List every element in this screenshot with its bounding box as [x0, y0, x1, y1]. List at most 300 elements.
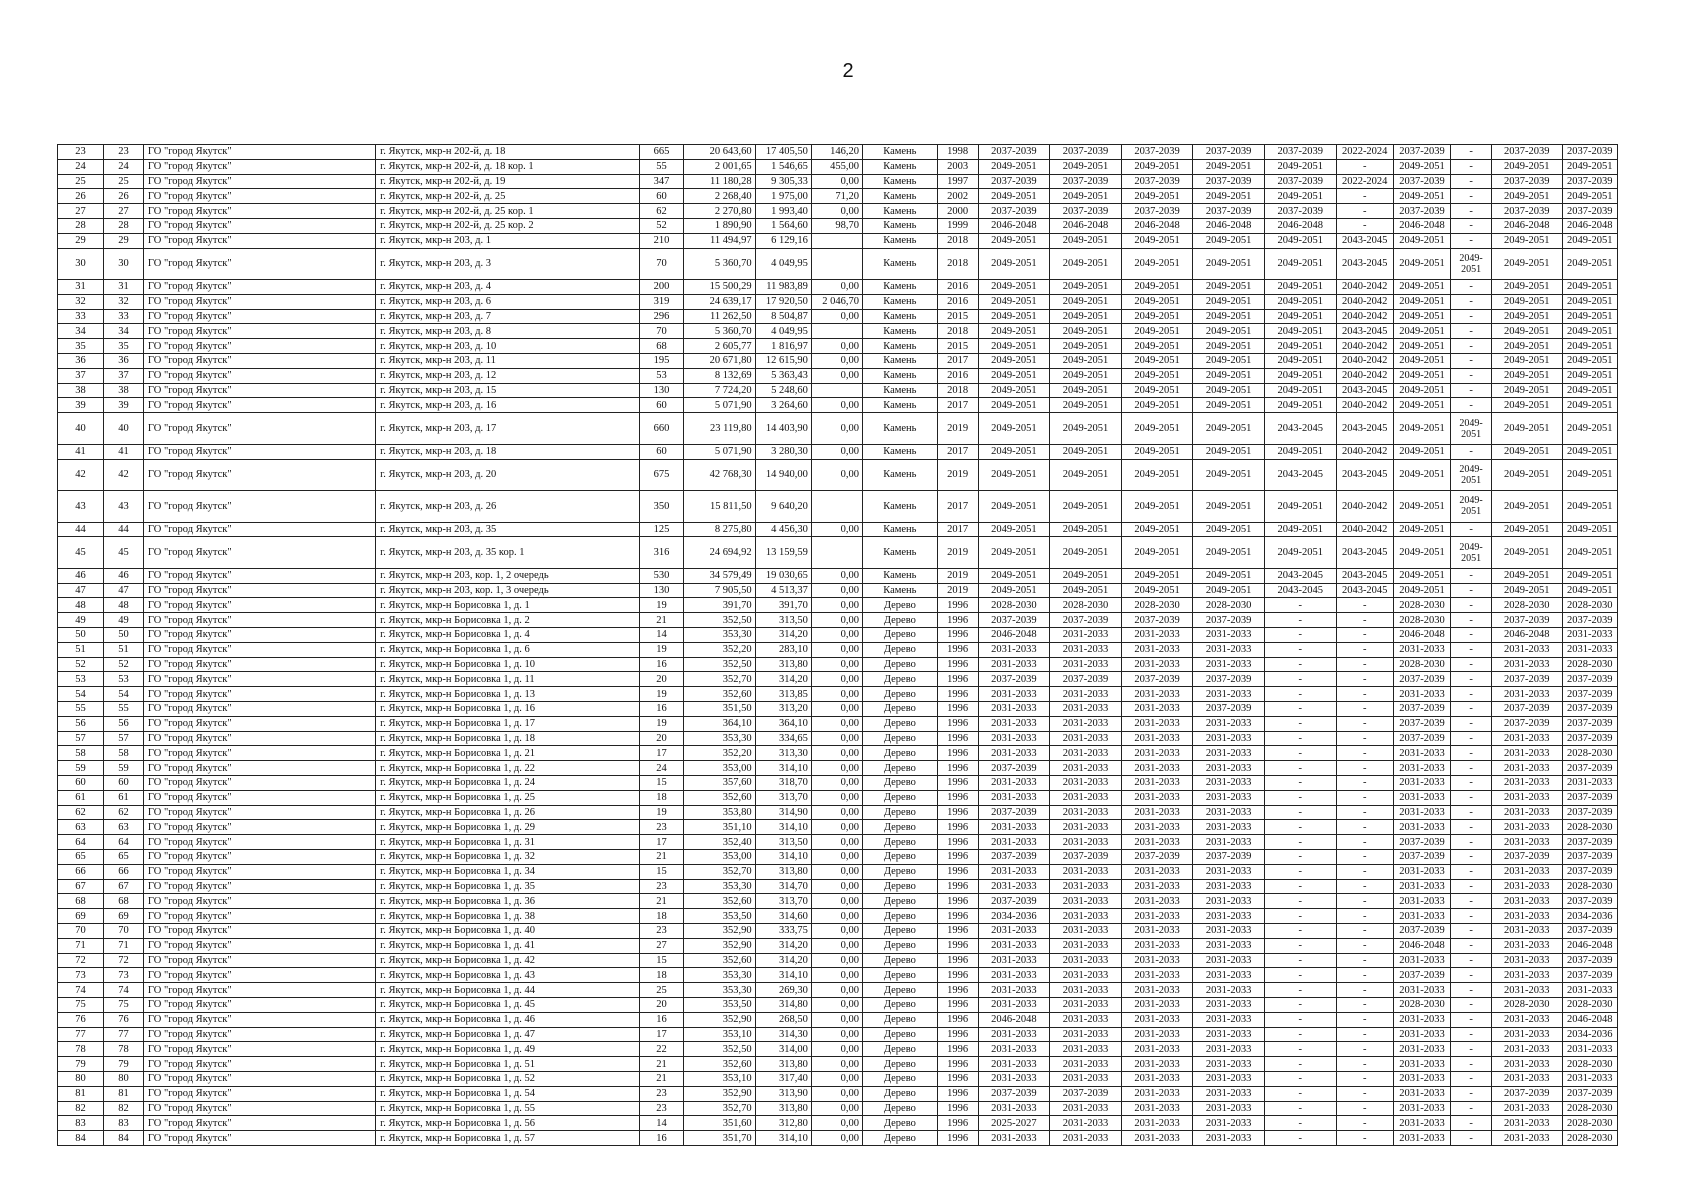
period-10-cell: 2049-2051 — [1562, 233, 1617, 248]
living-area-cell: 314,10 — [755, 1131, 811, 1146]
period-6-cell: - — [1336, 1057, 1393, 1072]
nonresidential-area-cell: 0,00 — [811, 923, 862, 938]
wall-material-cell: Дерево — [863, 672, 938, 687]
period-6-cell: - — [1336, 1027, 1393, 1042]
row-number-cell: 67 — [58, 879, 104, 894]
period-8-cell: - — [1451, 1012, 1492, 1027]
period-8-cell: - — [1451, 1027, 1492, 1042]
period-8-cell: - — [1451, 324, 1492, 339]
wall-material-cell: Камень — [863, 339, 938, 354]
table-row — [58, 1101, 1618, 1116]
year-built-cell: 1996 — [937, 702, 978, 717]
period-5-cell: 2049-2051 — [1264, 280, 1336, 295]
wall-material-cell: Камень — [863, 354, 938, 369]
municipality-cell: ГО "город Якутск" — [143, 218, 375, 233]
row-number-cell: 59 — [58, 761, 104, 776]
living-area-cell: 313,30 — [755, 746, 811, 761]
total-area-cell: 23 119,80 — [684, 413, 756, 445]
period-3-cell: 2031-2033 — [1121, 997, 1193, 1012]
wall-material-cell: Дерево — [863, 1131, 938, 1146]
period-8-cell: - — [1451, 835, 1492, 850]
period-9-cell: 2049-2051 — [1492, 522, 1563, 537]
living-area-cell: 313,50 — [755, 613, 811, 628]
wall-material-cell: Камень — [863, 218, 938, 233]
period-1-cell: 2031-2033 — [978, 864, 1050, 879]
address-cell: г. Якутск, мкр-н Борисовка 1, д. 47 — [376, 1027, 640, 1042]
year-built-cell: 2019 — [937, 568, 978, 583]
row-number-cell: 66 — [58, 864, 104, 879]
period-7-cell: 2049-2051 — [1393, 189, 1450, 204]
register-number-cell: 61 — [104, 790, 144, 805]
period-9-cell: 2031-2033 — [1492, 1116, 1563, 1131]
period-10-cell: 2049-2051 — [1562, 522, 1617, 537]
total-area-cell: 353,00 — [684, 849, 756, 864]
address-cell: г. Якутск, мкр-н Борисовка 1, д. 24 — [376, 776, 640, 791]
address-cell: г. Якутск, мкр-н 203, д. 4 — [376, 280, 640, 295]
period-6-cell: - — [1336, 204, 1393, 219]
period-8-cell: - — [1451, 968, 1492, 983]
row-number-cell: 44 — [58, 522, 104, 537]
period-7-cell: 2049-2051 — [1393, 522, 1450, 537]
page-number: 2 — [842, 60, 854, 82]
residents-cell: 20 — [640, 672, 684, 687]
period-9-cell: 2028-2030 — [1492, 997, 1563, 1012]
period-3-cell: 2049-2051 — [1121, 368, 1193, 383]
period-1-cell: 2031-2033 — [978, 776, 1050, 791]
period-5-cell: 2049-2051 — [1264, 368, 1336, 383]
period-8-cell: 2049-2051 — [1451, 248, 1492, 280]
row-number-cell: 49 — [58, 613, 104, 628]
nonresidential-area-cell: 0,00 — [811, 805, 862, 820]
address-cell: г. Якутск, мкр-н 203, д. 10 — [376, 339, 640, 354]
table-row — [58, 790, 1618, 805]
period-10-cell: 2037-2039 — [1562, 835, 1617, 850]
period-5-cell: - — [1264, 790, 1336, 805]
wall-material-cell: Дерево — [863, 1116, 938, 1131]
period-5-cell: - — [1264, 657, 1336, 672]
address-cell: г. Якутск, мкр-н Борисовка 1, д. 10 — [376, 657, 640, 672]
period-9-cell: 2046-2048 — [1492, 218, 1563, 233]
period-2-cell: 2049-2051 — [1050, 398, 1122, 413]
nonresidential-area-cell: 0,00 — [811, 568, 862, 583]
living-area-cell: 1 816,97 — [755, 339, 811, 354]
period-2-cell: 2049-2051 — [1050, 568, 1122, 583]
nonresidential-area-cell: 98,70 — [811, 218, 862, 233]
wall-material-cell: Камень — [863, 522, 938, 537]
year-built-cell: 2016 — [937, 280, 978, 295]
year-built-cell: 1996 — [937, 687, 978, 702]
period-8-cell: - — [1451, 687, 1492, 702]
municipality-cell: ГО "город Якутск" — [143, 398, 375, 413]
register-number-cell: 80 — [104, 1071, 144, 1086]
period-6-cell: - — [1336, 159, 1393, 174]
total-area-cell: 8 275,80 — [684, 522, 756, 537]
nonresidential-area-cell — [811, 537, 862, 569]
table-row — [58, 1027, 1618, 1042]
period-7-cell: 2049-2051 — [1393, 568, 1450, 583]
period-10-cell: 2046-2048 — [1562, 218, 1617, 233]
period-5-cell: 2049-2051 — [1264, 339, 1336, 354]
year-built-cell: 1996 — [937, 938, 978, 953]
period-10-cell: 2028-2030 — [1562, 879, 1617, 894]
period-2-cell: 2049-2051 — [1050, 444, 1122, 459]
period-9-cell: 2049-2051 — [1492, 583, 1563, 598]
year-built-cell: 1996 — [937, 731, 978, 746]
period-3-cell: 2031-2033 — [1121, 805, 1193, 820]
municipality-cell: ГО "город Якутск" — [143, 339, 375, 354]
period-2-cell: 2031-2033 — [1050, 657, 1122, 672]
address-cell: г. Якутск, мкр-н Борисовка 1, д. 16 — [376, 702, 640, 717]
period-1-cell: 2031-2033 — [978, 716, 1050, 731]
period-3-cell: 2049-2051 — [1121, 294, 1193, 309]
period-5-cell: - — [1264, 1042, 1336, 1057]
period-6-cell: 2043-2045 — [1336, 324, 1393, 339]
municipality-cell: ГО "город Якутск" — [143, 613, 375, 628]
period-8-cell: - — [1451, 233, 1492, 248]
period-9-cell: 2049-2051 — [1492, 537, 1563, 569]
table-row — [58, 761, 1618, 776]
residents-cell: 16 — [640, 657, 684, 672]
period-2-cell: 2049-2051 — [1050, 159, 1122, 174]
municipality-cell: ГО "город Якутск" — [143, 923, 375, 938]
register-number-cell: 27 — [104, 204, 144, 219]
period-3-cell: 2037-2039 — [1121, 145, 1193, 160]
period-1-cell: 2031-2033 — [978, 835, 1050, 850]
wall-material-cell: Камень — [863, 204, 938, 219]
nonresidential-area-cell: 0,00 — [811, 835, 862, 850]
living-area-cell: 334,65 — [755, 731, 811, 746]
period-10-cell: 2037-2039 — [1562, 864, 1617, 879]
year-built-cell: 2018 — [937, 248, 978, 280]
period-8-cell: - — [1451, 642, 1492, 657]
living-area-cell: 313,80 — [755, 1101, 811, 1116]
row-number-cell: 80 — [58, 1071, 104, 1086]
period-1-cell: 2031-2033 — [978, 968, 1050, 983]
address-cell: г. Якутск, мкр-н Борисовка 1, д. 54 — [376, 1086, 640, 1101]
residents-cell: 319 — [640, 294, 684, 309]
period-10-cell: 2037-2039 — [1562, 849, 1617, 864]
total-area-cell: 5 360,70 — [684, 324, 756, 339]
period-10-cell: 2034-2036 — [1562, 1027, 1617, 1042]
period-6-cell: 2040-2042 — [1336, 294, 1393, 309]
period-2-cell: 2031-2033 — [1050, 1057, 1122, 1072]
period-7-cell: 2037-2039 — [1393, 968, 1450, 983]
residents-cell: 23 — [640, 1086, 684, 1101]
period-4-cell: 2037-2039 — [1193, 702, 1265, 717]
register-number-cell: 55 — [104, 702, 144, 717]
period-3-cell: 2049-2051 — [1121, 324, 1193, 339]
living-area-cell: 313,70 — [755, 790, 811, 805]
year-built-cell: 2015 — [937, 339, 978, 354]
register-number-cell: 56 — [104, 716, 144, 731]
period-7-cell: 2049-2051 — [1393, 459, 1450, 491]
nonresidential-area-cell: 0,00 — [811, 613, 862, 628]
nonresidential-area-cell: 0,00 — [811, 702, 862, 717]
period-7-cell: 2031-2033 — [1393, 1116, 1450, 1131]
period-8-cell: - — [1451, 657, 1492, 672]
period-8-cell: - — [1451, 894, 1492, 909]
period-4-cell: 2049-2051 — [1193, 280, 1265, 295]
period-5-cell: 2049-2051 — [1264, 491, 1336, 523]
period-10-cell: 2028-2030 — [1562, 1131, 1617, 1146]
period-6-cell: - — [1336, 983, 1393, 998]
period-1-cell: 2031-2033 — [978, 1071, 1050, 1086]
year-built-cell: 1996 — [937, 716, 978, 731]
municipality-cell: ГО "город Якутск" — [143, 354, 375, 369]
period-5-cell: 2049-2051 — [1264, 233, 1336, 248]
table-row — [58, 731, 1618, 746]
municipality-cell: ГО "город Якутск" — [143, 145, 375, 160]
row-number-cell: 38 — [58, 383, 104, 398]
municipality-cell: ГО "город Якутск" — [143, 938, 375, 953]
period-8-cell: - — [1451, 383, 1492, 398]
living-area-cell: 1 975,00 — [755, 189, 811, 204]
period-6-cell: - — [1336, 189, 1393, 204]
register-number-cell: 66 — [104, 864, 144, 879]
period-3-cell: 2031-2033 — [1121, 1057, 1193, 1072]
period-7-cell: 2031-2033 — [1393, 642, 1450, 657]
register-number-cell: 62 — [104, 805, 144, 820]
period-8-cell: - — [1451, 613, 1492, 628]
period-10-cell: 2049-2051 — [1562, 324, 1617, 339]
register-number-cell: 71 — [104, 938, 144, 953]
period-9-cell: 2049-2051 — [1492, 294, 1563, 309]
address-cell: г. Якутск, мкр-н 202-й, д. 18 кор. 1 — [376, 159, 640, 174]
row-number-cell: 81 — [58, 1086, 104, 1101]
address-cell: г. Якутск, мкр-н 203, кор. 1, 2 очередь — [376, 568, 640, 583]
period-5-cell: - — [1264, 628, 1336, 643]
municipality-cell: ГО "город Якутск" — [143, 731, 375, 746]
period-6-cell: - — [1336, 598, 1393, 613]
residents-cell: 675 — [640, 459, 684, 491]
register-number-cell: 83 — [104, 1116, 144, 1131]
period-7-cell: 2049-2051 — [1393, 583, 1450, 598]
period-6-cell: - — [1336, 642, 1393, 657]
period-2-cell: 2031-2033 — [1050, 805, 1122, 820]
table-row — [58, 746, 1618, 761]
period-4-cell: 2049-2051 — [1193, 444, 1265, 459]
period-6-cell: - — [1336, 805, 1393, 820]
period-4-cell: 2031-2033 — [1193, 835, 1265, 850]
period-1-cell: 2031-2033 — [978, 687, 1050, 702]
residents-cell: 23 — [640, 1101, 684, 1116]
period-7-cell: 2037-2039 — [1393, 849, 1450, 864]
address-cell: г. Якутск, мкр-н Борисовка 1, д. 4 — [376, 628, 640, 643]
register-number-cell: 59 — [104, 761, 144, 776]
living-area-cell: 269,30 — [755, 983, 811, 998]
period-6-cell: - — [1336, 1042, 1393, 1057]
residents-cell: 18 — [640, 909, 684, 924]
row-number-cell: 43 — [58, 491, 104, 523]
municipality-cell: ГО "город Якутск" — [143, 672, 375, 687]
wall-material-cell: Дерево — [863, 849, 938, 864]
period-10-cell: 2037-2039 — [1562, 204, 1617, 219]
row-number-cell: 70 — [58, 923, 104, 938]
residents-cell: 14 — [640, 1116, 684, 1131]
register-number-cell: 39 — [104, 398, 144, 413]
table-row — [58, 997, 1618, 1012]
period-9-cell: 2037-2039 — [1492, 849, 1563, 864]
period-6-cell: 2043-2045 — [1336, 413, 1393, 445]
table-row — [58, 702, 1618, 717]
period-9-cell: 2031-2033 — [1492, 864, 1563, 879]
total-area-cell: 352,90 — [684, 923, 756, 938]
period-1-cell: 2049-2051 — [978, 413, 1050, 445]
total-area-cell: 353,30 — [684, 731, 756, 746]
period-3-cell: 2028-2030 — [1121, 598, 1193, 613]
period-1-cell: 2037-2039 — [978, 174, 1050, 189]
row-number-cell: 84 — [58, 1131, 104, 1146]
address-cell: г. Якутск, мкр-н Борисовка 1, д. 35 — [376, 879, 640, 894]
period-1-cell: 2031-2033 — [978, 790, 1050, 805]
wall-material-cell: Дерево — [863, 983, 938, 998]
wall-material-cell: Камень — [863, 324, 938, 339]
period-6-cell: 2022-2024 — [1336, 174, 1393, 189]
municipality-cell: ГО "город Якутск" — [143, 1101, 375, 1116]
period-5-cell: - — [1264, 1027, 1336, 1042]
register-number-cell: 58 — [104, 746, 144, 761]
period-5-cell: - — [1264, 1116, 1336, 1131]
year-built-cell: 2017 — [937, 398, 978, 413]
period-4-cell: 2049-2051 — [1193, 294, 1265, 309]
wall-material-cell: Дерево — [863, 1101, 938, 1116]
living-area-cell: 313,85 — [755, 687, 811, 702]
period-3-cell: 2031-2033 — [1121, 1116, 1193, 1131]
table-row — [58, 879, 1618, 894]
period-6-cell: 2040-2042 — [1336, 368, 1393, 383]
table-row — [58, 459, 1618, 491]
period-9-cell: 2046-2048 — [1492, 628, 1563, 643]
period-9-cell: 2031-2033 — [1492, 657, 1563, 672]
period-10-cell: 2049-2051 — [1562, 568, 1617, 583]
table-row — [58, 598, 1618, 613]
year-built-cell: 2018 — [937, 324, 978, 339]
period-5-cell: - — [1264, 805, 1336, 820]
address-cell: г. Якутск, мкр-н 203, д. 11 — [376, 354, 640, 369]
address-cell: г. Якутск, мкр-н Борисовка 1, д. 18 — [376, 731, 640, 746]
address-cell: г. Якутск, мкр-н Борисовка 1, д. 46 — [376, 1012, 640, 1027]
period-9-cell: 2031-2033 — [1492, 953, 1563, 968]
wall-material-cell: Дерево — [863, 953, 938, 968]
period-5-cell: - — [1264, 1086, 1336, 1101]
period-1-cell: 2025-2027 — [978, 1116, 1050, 1131]
period-1-cell: 2037-2039 — [978, 894, 1050, 909]
period-2-cell: 2049-2051 — [1050, 368, 1122, 383]
year-built-cell: 2017 — [937, 491, 978, 523]
row-number-cell: 63 — [58, 820, 104, 835]
period-8-cell: - — [1451, 294, 1492, 309]
period-1-cell: 2049-2051 — [978, 444, 1050, 459]
total-area-cell: 352,50 — [684, 1042, 756, 1057]
address-cell: г. Якутск, мкр-н 202-й, д. 25 кор. 2 — [376, 218, 640, 233]
period-2-cell: 2031-2033 — [1050, 642, 1122, 657]
period-3-cell: 2031-2033 — [1121, 909, 1193, 924]
register-number-cell: 30 — [104, 248, 144, 280]
municipality-cell: ГО "город Якутск" — [143, 174, 375, 189]
period-2-cell: 2049-2051 — [1050, 537, 1122, 569]
period-7-cell: 2049-2051 — [1393, 248, 1450, 280]
row-number-cell: 37 — [58, 368, 104, 383]
period-3-cell: 2031-2033 — [1121, 776, 1193, 791]
period-2-cell: 2031-2033 — [1050, 628, 1122, 643]
register-number-cell: 64 — [104, 835, 144, 850]
period-3-cell: 2049-2051 — [1121, 354, 1193, 369]
wall-material-cell: Дерево — [863, 776, 938, 791]
total-area-cell: 351,10 — [684, 820, 756, 835]
period-6-cell: 2040-2042 — [1336, 398, 1393, 413]
table-row — [58, 1057, 1618, 1072]
year-built-cell: 1996 — [937, 642, 978, 657]
year-built-cell: 1996 — [937, 923, 978, 938]
address-cell: г. Якутск, мкр-н Борисовка 1, д. 36 — [376, 894, 640, 909]
register-number-cell: 67 — [104, 879, 144, 894]
nonresidential-area-cell: 0,00 — [811, 879, 862, 894]
total-area-cell: 5 071,90 — [684, 444, 756, 459]
wall-material-cell: Дерево — [863, 613, 938, 628]
register-number-cell: 36 — [104, 354, 144, 369]
address-cell: г. Якутск, мкр-н Борисовка 1, д. 56 — [376, 1116, 640, 1131]
residents-cell: 350 — [640, 491, 684, 523]
period-10-cell: 2031-2033 — [1562, 776, 1617, 791]
residents-cell: 21 — [640, 849, 684, 864]
register-number-cell: 38 — [104, 383, 144, 398]
period-1-cell: 2037-2039 — [978, 849, 1050, 864]
wall-material-cell: Камень — [863, 189, 938, 204]
row-number-cell: 29 — [58, 233, 104, 248]
period-5-cell: 2049-2051 — [1264, 189, 1336, 204]
period-7-cell: 2031-2033 — [1393, 1042, 1450, 1057]
period-7-cell: 2049-2051 — [1393, 368, 1450, 383]
period-10-cell: 2037-2039 — [1562, 613, 1617, 628]
address-cell: г. Якутск, мкр-н Борисовка 1, д. 1 — [376, 598, 640, 613]
period-6-cell: - — [1336, 218, 1393, 233]
period-2-cell: 2031-2033 — [1050, 953, 1122, 968]
period-9-cell: 2031-2033 — [1492, 983, 1563, 998]
period-4-cell: 2031-2033 — [1193, 761, 1265, 776]
wall-material-cell: Дерево — [863, 790, 938, 805]
residents-cell: 60 — [640, 398, 684, 413]
period-4-cell: 2049-2051 — [1193, 189, 1265, 204]
municipality-cell: ГО "город Якутск" — [143, 1086, 375, 1101]
row-number-cell: 51 — [58, 642, 104, 657]
row-number-cell: 40 — [58, 413, 104, 445]
wall-material-cell: Дерево — [863, 657, 938, 672]
period-6-cell: 2040-2042 — [1336, 491, 1393, 523]
period-3-cell: 2049-2051 — [1121, 309, 1193, 324]
year-built-cell: 2003 — [937, 159, 978, 174]
period-3-cell: 2037-2039 — [1121, 204, 1193, 219]
period-5-cell: - — [1264, 820, 1336, 835]
period-6-cell: - — [1336, 613, 1393, 628]
municipality-cell: ГО "город Якутск" — [143, 894, 375, 909]
period-3-cell: 2049-2051 — [1121, 568, 1193, 583]
period-8-cell: - — [1451, 997, 1492, 1012]
address-cell: г. Якутск, мкр-н 203, д. 16 — [376, 398, 640, 413]
period-5-cell: - — [1264, 849, 1336, 864]
municipality-cell: ГО "город Якутск" — [143, 1042, 375, 1057]
nonresidential-area-cell: 71,20 — [811, 189, 862, 204]
period-8-cell: 2049-2051 — [1451, 459, 1492, 491]
period-5-cell: - — [1264, 909, 1336, 924]
row-number-cell: 31 — [58, 280, 104, 295]
municipality-cell: ГО "город Якутск" — [143, 628, 375, 643]
period-9-cell: 2031-2033 — [1492, 938, 1563, 953]
period-9-cell: 2031-2033 — [1492, 776, 1563, 791]
total-area-cell: 24 694,92 — [684, 537, 756, 569]
residents-cell: 347 — [640, 174, 684, 189]
period-8-cell: - — [1451, 354, 1492, 369]
period-10-cell: 2037-2039 — [1562, 790, 1617, 805]
